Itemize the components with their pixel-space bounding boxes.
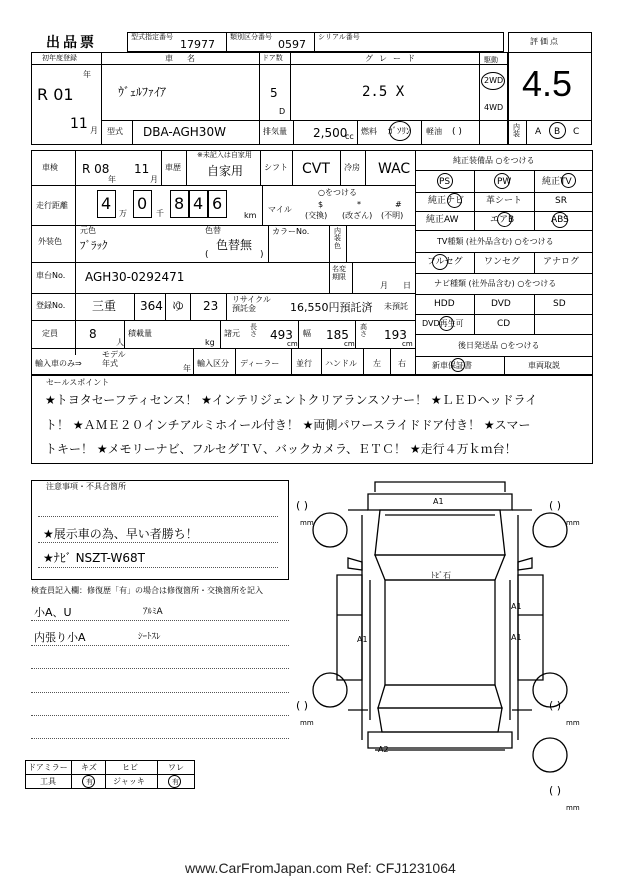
tire-bracket: ( ) [549, 499, 562, 512]
legend-scratch: キズ [81, 763, 97, 772]
height: 193 [384, 328, 407, 342]
tire-bracket: ( ) [296, 699, 309, 712]
equip-genuine-aw: 純正AW [426, 215, 459, 225]
type-cert-label: 型式指定番号 [131, 33, 173, 41]
shaken-year-unit: 年 [108, 175, 116, 184]
capacity: 8 [89, 327, 97, 341]
circle-mark [437, 173, 453, 189]
mm-unit: mm [300, 519, 314, 527]
legend-crack: ヒビ [122, 763, 138, 772]
usage-note: ※未記入は自家用 [197, 151, 252, 159]
tv-oneseg: ワンセグ [484, 257, 521, 267]
circle-mark [549, 122, 566, 139]
watermark-footer: www.CarFromJapan.com Ref: CFJ1231064 [185, 860, 456, 876]
equip-genuine-navi: 純正ナビ [428, 196, 465, 206]
year-unit: 年 [83, 70, 91, 79]
damage-a1-left: A1 [357, 635, 368, 644]
equip-ps: PS [439, 177, 451, 187]
month-unit: 月 [90, 126, 98, 135]
drive-4wd: 4WD [484, 103, 504, 112]
cc-unit: cc [345, 132, 354, 141]
car-body-diagram [290, 470, 600, 810]
mile-label: マイル [268, 205, 292, 214]
orig-color-label: 元色 [80, 226, 96, 235]
length-label: 長さ [250, 323, 257, 338]
width: 185 [326, 328, 349, 342]
model-label: 型式 [107, 127, 123, 136]
usage: 自家用 [207, 164, 244, 178]
later-header: 後日発送品 ○をつける [458, 341, 540, 350]
cm-unit: cm [402, 340, 413, 348]
equip-sr: SR [555, 196, 567, 206]
mileage-digit: 8 [174, 194, 185, 213]
car-name: ｳﾞｪﾙﾌｧｲｱ [118, 85, 167, 99]
door-count: 5 [270, 86, 278, 100]
dealer: ディーラー [240, 359, 280, 368]
load-label: 積載量 [128, 329, 152, 338]
legend-tools: 工具 [40, 777, 56, 786]
circle-mark [552, 212, 568, 228]
legend-break: ワレ [168, 763, 184, 772]
navi-dvd-play: DVD再生可 [422, 319, 464, 328]
mileage-digit: 4 [193, 194, 204, 213]
category-label: 類別区分番号 [230, 33, 272, 41]
drive-label: 駆動 [484, 56, 498, 64]
circle-mark [494, 173, 510, 189]
circle-mark [432, 254, 448, 270]
tire-bracket: ( ) [296, 499, 309, 512]
damage-a1-front: A1 [433, 497, 444, 506]
legend-door-mirror: ドアミラー [28, 763, 68, 772]
handle-right: 右 [398, 359, 406, 368]
shaken-month-unit: 月 [150, 175, 158, 184]
modified-symbol: * [357, 200, 361, 209]
shaken-month: 11 [134, 162, 150, 176]
recycle-label: リサイクル預託金 [232, 295, 271, 313]
navi-sd: SD [553, 299, 566, 309]
color-code-label: 色替 [205, 226, 221, 235]
interior-color-label: 内装色 [334, 227, 341, 250]
mm-unit: mm [566, 719, 580, 727]
tv-fullseg: フルセグ [427, 257, 463, 267]
damage-a1-right-rear: A1 [511, 633, 522, 642]
serial-label: シリアル番号 [318, 33, 360, 41]
length: 493 [270, 328, 293, 342]
sen-unit: 千 [156, 209, 164, 218]
recycle-amount: 16,550円預託済 [290, 301, 373, 314]
persons-unit: 人 [116, 338, 124, 347]
interior-a: A [535, 127, 542, 137]
damage-a2-rear: A2 [378, 745, 389, 754]
navi-cd: CD [497, 319, 511, 329]
circle-mark [168, 775, 181, 788]
import-cat-label: 輸入区分 [197, 359, 229, 368]
mileage-digit: 0 [137, 194, 148, 213]
damage-roof-chip: ﾄﾋﾞ石 [431, 571, 451, 580]
model-year-label: モデル年式 [102, 350, 126, 368]
modified-label: (改ざん) [342, 211, 373, 220]
notes-line-2: ★ﾅﾋﾞ NSZT-W68T [43, 551, 145, 565]
shift: CVT [302, 161, 330, 177]
chassis-label: 車台No. [36, 271, 66, 280]
year-unit: 年 [183, 364, 191, 373]
color-changed: 色替無 [216, 238, 253, 252]
damage-a1-right-front: A1 [511, 602, 522, 611]
circle-mark [447, 193, 462, 208]
capacity-label: 定員 [42, 329, 58, 338]
doors-label: ドア数 [262, 54, 283, 62]
parallel: 並行 [296, 359, 312, 368]
notes-label: 注意事項・不具合箇所 [46, 482, 126, 491]
tv-header: TV種類 (社外品含む) ○をつける [437, 237, 554, 246]
door-suffix: D [279, 107, 286, 116]
km-unit: km [244, 211, 257, 220]
score-label: 評価点 [530, 37, 560, 46]
equip-airbag: エアB [490, 215, 515, 225]
interior-c: C [573, 127, 580, 137]
usage-label: 車歴 [165, 163, 181, 172]
not-deposited: 未預託 [384, 302, 408, 311]
interior-label: 内装 [513, 123, 520, 138]
equip-leather: 革シート [486, 196, 523, 206]
jack-mark: 有 [172, 778, 179, 786]
mm-unit: mm [300, 719, 314, 727]
mileage-digit: 4 [101, 194, 112, 213]
inspector-note-1b: ｱﾙﾐA [143, 607, 163, 617]
bracket-left: ( [205, 250, 209, 260]
tire-bracket: ( ) [549, 699, 562, 712]
mm-unit: mm [566, 804, 580, 812]
unknown-label: (不明) [381, 211, 404, 220]
score-value: 4.5 [522, 63, 573, 104]
import-label: 輸入車のみ⇒ [35, 359, 82, 368]
drive-2wd: 2WD [484, 76, 504, 85]
legend-jack: ジャッキ [113, 777, 145, 786]
mileage-label: 走行距離 [36, 201, 68, 210]
chassis-no: AGH30-0292471 [85, 270, 185, 284]
first-reg-month: 11 [70, 116, 88, 132]
equip-genuine-tv: 純正TV [542, 177, 572, 187]
fuel-label: 燃料 [361, 127, 377, 136]
grade: 2.5 X [362, 84, 405, 100]
car-name-label: 車名 [165, 54, 209, 63]
reg-number: 23 [203, 299, 219, 313]
name-change-label: 名変期限 [332, 265, 346, 281]
tire-bracket: ( ) [549, 784, 562, 797]
first-reg-label: 初年度登録 [42, 54, 77, 62]
inspector-note-2b: ｼｰﾄｽﾚ [138, 632, 161, 642]
equip-abs: ABS [551, 215, 569, 225]
day-unit: 日 [403, 281, 411, 290]
equip-pw: PW [497, 177, 512, 187]
reg-class: 364 [140, 299, 163, 313]
navi-header: ナビ種類 (社外品含む) ○をつける [434, 279, 557, 288]
reg-kana: ゆ [172, 299, 185, 313]
tv-analog: アナログ [543, 257, 580, 267]
model-code: DBA-AGH30W [143, 125, 226, 139]
genuine-header: 純正装備品 ○をつける [453, 156, 535, 165]
sales-line-3: トキー！ ★メモリーナビ、フルセグＴＶ、バックカメラ、ＥＴＣ！ ★走行４万ｋｍ台！ [45, 442, 517, 456]
month-unit: 月 [380, 281, 388, 290]
dim-prefix: 諸元 [224, 329, 240, 338]
exchange-symbol: $ [318, 200, 324, 209]
fuel-type: ｶﾞｿﾘﾝ [388, 127, 411, 137]
type-cert-no: 17977 [180, 38, 215, 51]
ac: WAC [378, 161, 411, 177]
man-unit: 万 [119, 209, 127, 218]
displacement-label: 排気量 [263, 127, 287, 136]
cm-unit: cm [287, 340, 298, 348]
mm-unit: mm [566, 519, 580, 527]
diesel-label: 軽油 [426, 127, 442, 136]
unknown-symbol: # [395, 200, 402, 209]
color-no-label: カラーNo. [272, 227, 310, 236]
interior-b: B [554, 127, 561, 137]
ac-label: 冷房 [344, 163, 360, 172]
mileage-digit: 6 [212, 194, 223, 213]
width-label: 幅 [303, 329, 311, 338]
diesel-bracket: ( ) [452, 127, 462, 137]
circle-mark [451, 358, 465, 372]
circle-mark [481, 72, 505, 90]
grade-label: グレード [365, 54, 421, 63]
handle-label: ハンドル [325, 359, 357, 368]
height-label: 高さ [360, 323, 367, 338]
circle-mark [439, 316, 454, 331]
notes-line-1: ★展示車の為、早い者勝ち！ [43, 527, 198, 541]
reg-prefecture: 三重 [92, 299, 117, 313]
displacement: 2,500 [313, 126, 348, 140]
circle-mark [82, 775, 95, 788]
inspector-note-1a: 小A、U [34, 606, 72, 619]
category-no: 0597 [278, 38, 306, 51]
handle-left: 左 [373, 359, 381, 368]
owners-manual: 車両取説 [528, 361, 560, 370]
shaken-year: R 08 [82, 162, 110, 176]
shaken-label: 車検 [42, 163, 58, 172]
navi-hdd: HDD [434, 299, 455, 309]
new-car-warranty: 新車保証書 [432, 361, 472, 370]
cm-unit: cm [344, 340, 355, 348]
inspector-label: 検査員記入欄：修復歴「有」の場合は修復箇所・交換箇所を記入 [31, 586, 263, 595]
circle-mark [497, 212, 512, 227]
bracket-right: ) [260, 250, 264, 260]
circle-mark [561, 173, 576, 188]
choose-note: ○をつける [318, 188, 357, 197]
sheet-title: 出品票 [46, 35, 97, 51]
orig-color: ﾌﾞﾗｯｸ [80, 239, 108, 252]
exchange-label: (交換) [305, 211, 328, 220]
sales-label: セールスポイント [46, 378, 110, 387]
sales-line-2: ト！ ★ＡＭＥ２０インチアルミホイール付き！ ★両側パワースライドドア付き！ ★スマー [45, 418, 531, 432]
inspector-note-2a: 内張り小A [34, 631, 86, 644]
kg-unit: kg [205, 338, 215, 347]
navi-dvd: DVD [491, 299, 511, 309]
ext-color-label: 外装色 [38, 237, 62, 246]
shift-label: シフト [264, 163, 288, 172]
circle-mark [389, 121, 411, 141]
first-reg-year: R 01 [37, 85, 74, 104]
reg-label: 登録No. [36, 301, 66, 310]
tools-mark: 有 [86, 778, 93, 786]
sales-line-1: ★トヨタセーフティセンス！ ★インテリジェントクリアランスソナー！ ★ＬＥＤヘッドライ [45, 393, 538, 407]
